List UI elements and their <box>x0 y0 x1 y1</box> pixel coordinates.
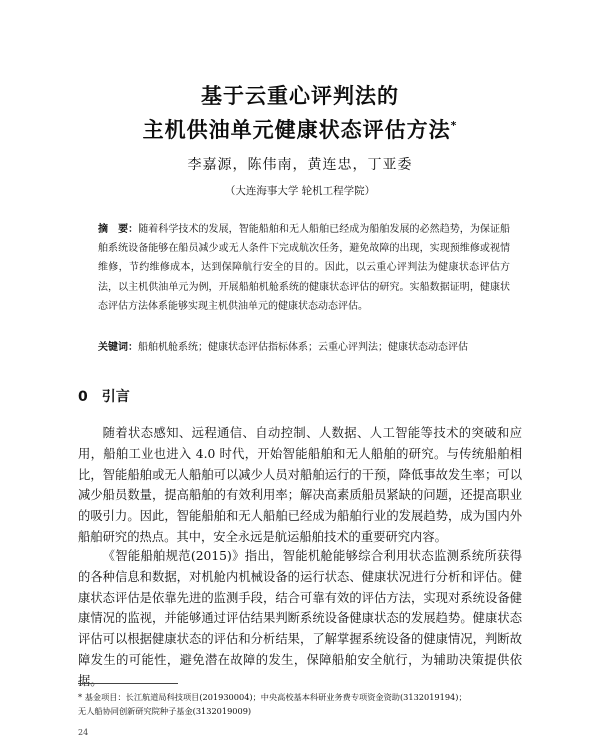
body-paragraph-1: 随着状态感知、远程通信、自动控制、人数据、人工智能等技术的突破和应用，船舶工业也进入 4.0 时代，开始智能船舶和无人船舶的研究。与传统船舶相比，智能船舶或无人船舶可以减少人员对船舶运行的干预，降低事故发生率；可以减少船员数量，提高船舶的有效利用率；解决高素质船员紧缺的问题，还提高职业的吸引力。因此，智能船舶和无人船舶已经成为船舶行业的发展趋势，成为国内外船舶研究的热点。其中，安全永远是航运船舶技术的重要研究内容。 <box>78 426 522 544</box>
title-text-2: 主机供油单元健康状态评估方法 <box>142 118 451 142</box>
footnote-divider <box>78 683 178 684</box>
footnote-line-2: 无人船协同创新研究院种子基金(3132019009) <box>78 706 252 716</box>
section-heading <box>78 386 130 406</box>
footnote-line-1: * 基金项目：长江航道局科技项目(201930004)；中央高校基本科研业务费专项资金资助(3132019194)； <box>78 692 467 702</box>
section-title: 引言 <box>101 389 130 405</box>
title-text-1: 基于云重心评判法的 <box>201 84 399 108</box>
paper-title-line-2 <box>0 114 600 144</box>
section-number: 0 <box>78 389 88 405</box>
keywords <box>98 340 510 356</box>
body-paragraph-2: 《智能船舶规范(2015)》指出，智能机舱能够综合利用状态监测系统所获得的各种信息和数据，对机舱内机械设备的运行状态、健康状况进行分析和评估。健康状态评估是依靠先进的监测手段，结合可靠有效的评估方法，实现对系统设备健康情况的监视，并能够通过评估结果判断系统设备健康状态的发展趋势。健康状态评估可以根据健康状态的评估和分析结果，了解掌握系统设备的健康情况，判断故障发生的可能性，避免潜在故障的发生，保障船舶安全航行，为辅助决策提供依据。 <box>78 549 522 688</box>
abstract-text: 随着科学技术的发展，智能船舶和无人船舶已经成为船舶发展的必然趋势，为保证船舶系统设备能够在船员减少或无人条件下完成航次任务，避免故障的出现，实现预维修或视情维修，节约维修成本，达到保障航行安全的目的。因此，以云重心评判法为健康状态评估方法，以主机供油单元为例，开展船舶机舱系统的健康状态评估的研究。实船数据证明，健康状态评估方法体系能够实现主机供油单元的健康状态动态评估。 <box>98 224 511 312</box>
keywords-text: 船舶机舱系统；健康状态评估指标体系；云重心评判法；健康状态动态评估 <box>138 342 468 353</box>
keywords-label: 关键词： <box>98 342 138 353</box>
title-footnote-mark: * <box>450 119 458 132</box>
footnote <box>78 690 528 718</box>
author-list: 李嘉源，陈伟南，黄连忠，丁亚委 <box>187 157 413 173</box>
affiliation: （大连海事大学 轮机工程学院） <box>224 185 376 197</box>
abstract-label: 摘 要： <box>98 224 139 235</box>
abstract <box>98 220 510 316</box>
page-number: 24 <box>78 728 89 737</box>
paper-title-line-1 <box>0 80 600 110</box>
